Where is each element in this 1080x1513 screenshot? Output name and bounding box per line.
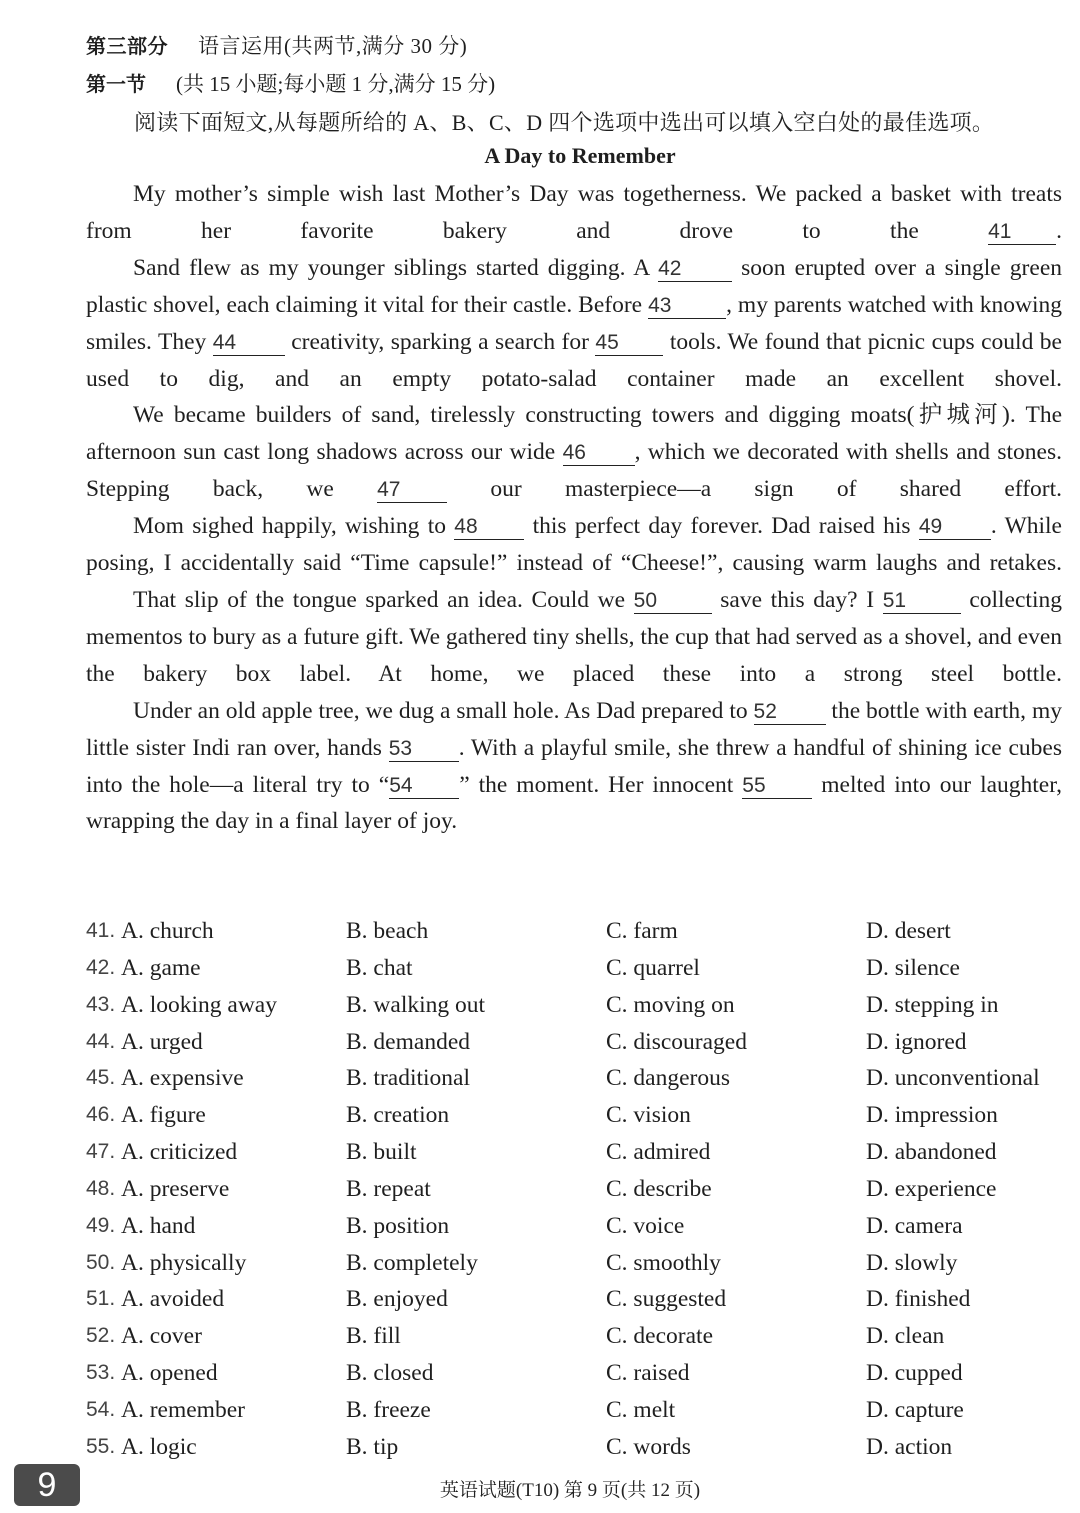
option-b: B. traditional: [346, 1065, 471, 1092]
part-label: 第三部分: [86, 34, 168, 58]
option-c: C. admired: [606, 1139, 711, 1166]
question-number: 49.: [86, 1213, 116, 1237]
option-row: [86, 1060, 1076, 1097]
instruction: 阅读下面短文,从每题所给的 A、B、C、D 四个选项中选出可以填入空白处的最佳选项。: [134, 110, 995, 135]
paragraph-5: That slip of the tongue sparked an idea. Could we 50 save this day? I 51 collecting mementos to bury as a future gift. We gathered tiny shells, the cup that had served as a shovel, and even the bakery box label. At home, we placed these into a strong steel bottle.: [86, 586, 1062, 687]
blank-48: 48: [454, 515, 524, 540]
option-b: B. beach: [346, 918, 429, 944]
blank-53: 53: [389, 737, 459, 762]
blank-51: 51: [883, 589, 961, 614]
option-row: [86, 1429, 1076, 1466]
option-row: [86, 1097, 1076, 1134]
option-row: [86, 1134, 1076, 1171]
option-b: B. walking out: [346, 991, 486, 1018]
paragraph-4: Mom sighed happily, wishing to 48 this perfect day forever. Dad raised his 49 . While posing, I accidentally said “Time capsule!” instead of “Cheese!”, causing warm laughs and retakes.: [86, 513, 1062, 577]
option-a: A. hand: [121, 1212, 196, 1239]
question-number: 46.: [86, 1103, 116, 1127]
paragraph-3: We became builders of sand, tirelessly constructing towers and digging moats(护城河). The afternoon sun cast long shadows across our wide 46 , which we decorated with shells and stones. Stepping back, we 47 our masterpiece—a sign of shared effort.: [86, 402, 1063, 503]
blank-42: 42: [658, 257, 732, 282]
option-b: B. completely: [346, 1249, 478, 1276]
option-row: [86, 913, 1076, 950]
paragraph-6: Under an old apple tree, we dug a small hole. As Dad prepared to 52 the bottle with earth, my little sister Indi ran over, hands 53 . With a playful smile, she threw a handful of shining ice cubes into the hole—a literal try to “54 ” the moment. Her innocent 55 melted into our laughter, wrapping the day in a final layer of joy.: [86, 697, 1062, 835]
blank-49: 49: [919, 515, 991, 540]
option-a: A. looking away: [121, 991, 277, 1018]
blank-54: 54: [389, 774, 459, 799]
option-d: D. unconventional: [866, 1065, 1040, 1092]
question-number: 43.: [86, 992, 116, 1016]
option-c: C. vision: [606, 1102, 691, 1129]
question-number: 55.: [86, 1434, 116, 1458]
question-number: 41.: [86, 919, 116, 942]
option-c: C. quarrel: [606, 954, 700, 981]
option-c: C. dangerous: [606, 1065, 731, 1092]
option-b: B. creation: [346, 1102, 450, 1129]
question-number: 47.: [86, 1140, 116, 1164]
option-a: A. cover: [121, 1323, 202, 1350]
option-row: [86, 1281, 1076, 1318]
option-c: C. suggested: [606, 1286, 727, 1313]
option-a: A. figure: [121, 1102, 206, 1129]
option-d: D. silence: [866, 954, 960, 981]
option-b: B. chat: [346, 954, 413, 981]
option-d: D. stepping in: [866, 991, 999, 1018]
passage: [86, 176, 1062, 840]
option-d: D. cupped: [866, 1360, 963, 1387]
question-number: 42.: [86, 955, 116, 979]
option-b: B. position: [346, 1212, 450, 1239]
option-row: [86, 950, 1076, 987]
option-d: D. action: [866, 1433, 953, 1460]
part-title: 语言运用(共两节,满分 30 分): [198, 34, 468, 58]
option-a: A. game: [121, 954, 201, 981]
option-row: [86, 1171, 1076, 1208]
option-row: [86, 1392, 1076, 1429]
option-row: [86, 1355, 1076, 1392]
option-b: B. built: [346, 1139, 417, 1166]
option-row: [86, 1245, 1076, 1282]
option-c: C. farm: [606, 918, 678, 944]
question-number: 54.: [86, 1397, 116, 1421]
option-a: A. physically: [121, 1249, 247, 1276]
option-d: D. capture: [866, 1396, 964, 1423]
part-heading: [86, 30, 467, 60]
option-d: D. camera: [866, 1212, 963, 1239]
passage-title: A Day to Remember: [484, 143, 676, 168]
option-a: A. criticized: [121, 1139, 238, 1166]
question-number: 44.: [86, 1029, 116, 1053]
option-row: [86, 987, 1076, 1024]
option-d: D. impression: [866, 1102, 998, 1129]
section-detail: (共 15 小题;每小题 1 分,满分 15 分): [176, 72, 496, 96]
question-number: 52.: [86, 1324, 116, 1348]
blank-46: 46: [563, 441, 635, 466]
option-c: C. raised: [606, 1360, 690, 1387]
option-c: C. discouraged: [606, 1028, 747, 1055]
option-b: B. freeze: [346, 1396, 431, 1423]
option-b: B. demanded: [346, 1028, 470, 1055]
blank-45: 45: [595, 331, 663, 356]
option-b: B. repeat: [346, 1175, 431, 1202]
option-a: A. remember: [121, 1396, 245, 1423]
paragraph-1: My mother’s simple wish last Mother’s Day was togetherness. We packed a basket with treats from her favorite bakery and drove to the 41 .: [86, 181, 1062, 244]
option-d: D. slowly: [866, 1249, 958, 1276]
option-b: B. enjoyed: [346, 1286, 448, 1313]
option-b: B. fill: [346, 1323, 401, 1350]
option-c: C. words: [606, 1433, 691, 1460]
option-a: A. urged: [121, 1028, 203, 1055]
option-row: [86, 1318, 1076, 1355]
question-number: 50.: [86, 1250, 116, 1274]
question-number: 53.: [86, 1361, 116, 1385]
option-d: D. finished: [866, 1286, 971, 1313]
option-a: A. preserve: [121, 1175, 230, 1202]
page-number-badge: 9: [14, 1464, 80, 1506]
question-number: 51.: [86, 1287, 116, 1311]
section-label: 第一节: [86, 72, 146, 96]
option-c: C. describe: [606, 1175, 712, 1202]
option-row: [86, 1024, 1076, 1061]
blank-52: 52: [754, 700, 826, 725]
option-a: A. opened: [121, 1360, 218, 1387]
option-b: B. tip: [346, 1433, 399, 1460]
blank-44: 44: [213, 331, 285, 356]
option-b: B. closed: [346, 1360, 434, 1387]
question-number: 45.: [86, 1066, 116, 1090]
question-number: 48.: [86, 1176, 116, 1200]
option-d: D. clean: [866, 1323, 945, 1350]
page-footer: 英语试题(T10) 第 9 页(共 12 页): [439, 1480, 701, 1501]
option-row: [86, 1208, 1076, 1245]
option-d: D. desert: [866, 918, 951, 944]
option-d: D. ignored: [866, 1028, 967, 1055]
paragraph-2: Sand flew as my younger siblings started digging. A 42 soon erupted over a single green plastic shovel, each claiming it vital for their castle. Before 43 , my parents watched with knowing smiles. They 44 creativity, sparking a search for 45 tools. We found that picnic cups could be used to dig, and an empty potato-salad container made an excellent shovel.: [86, 254, 1062, 392]
option-a: A. expensive: [121, 1065, 244, 1092]
option-c: C. melt: [606, 1396, 676, 1423]
blank-43: 43: [648, 294, 726, 319]
option-a: A. church: [121, 918, 214, 944]
section-heading: [86, 68, 495, 98]
option-d: D. experience: [866, 1175, 997, 1202]
blank-47: 47: [377, 478, 447, 503]
blank-50: 50: [634, 589, 712, 614]
option-c: C. smoothly: [606, 1249, 721, 1276]
options-list: [86, 913, 1076, 1466]
blank-55: 55: [742, 774, 812, 799]
option-c: C. voice: [606, 1212, 685, 1239]
option-a: A. avoided: [121, 1286, 225, 1313]
option-d: D. abandoned: [866, 1139, 997, 1166]
blank-41: 41: [988, 220, 1056, 245]
option-a: A. logic: [121, 1433, 197, 1460]
option-c: C. decorate: [606, 1323, 714, 1350]
option-c: C. moving on: [606, 991, 735, 1018]
